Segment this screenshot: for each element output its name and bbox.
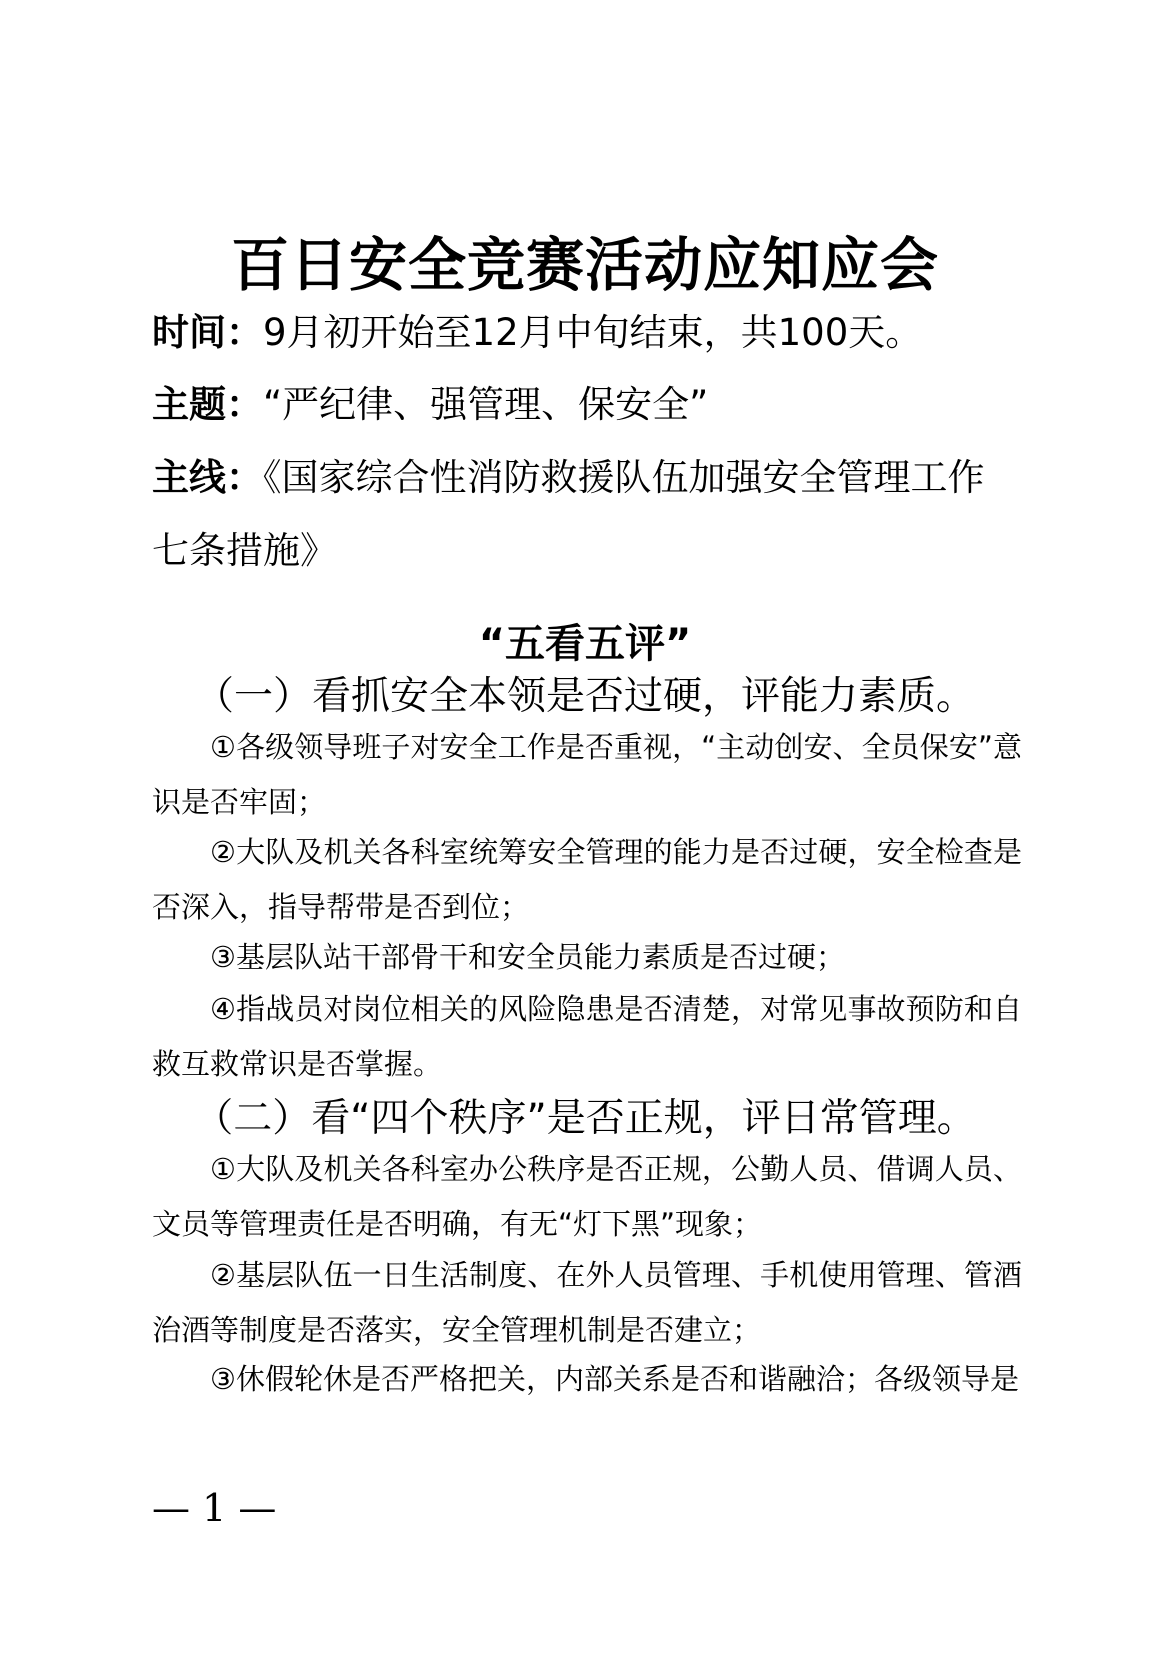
section-subtitle: “五看五评” bbox=[478, 621, 692, 667]
section-2-item-2: ②基层队伍一日生活制度、在外人员管理、手机使用管理、管酒治酒等制度是否落实，安全管理机制是否建立； bbox=[152, 1258, 1022, 1347]
page-number: — 1 — bbox=[152, 1486, 277, 1530]
theme-line bbox=[152, 374, 708, 428]
mainline-line bbox=[152, 447, 985, 501]
section-1-item-3: ③基层队站干部骨干和安全员能力素质是否过硬； bbox=[210, 940, 845, 974]
time-label: 时间： bbox=[152, 311, 263, 354]
mainline-label: 主线： bbox=[152, 456, 263, 499]
section-heading-2: （二）看“四个秩序”是否正规，评日常管理。 bbox=[194, 1096, 976, 1141]
mainline-value: 《国家综合性消防救援队伍加强安全管理工作 bbox=[263, 456, 985, 499]
document-title: 百日安全竞赛活动应知应会 bbox=[230, 231, 939, 299]
section-heading-1: （一）看抓安全本领是否过硬，评能力素质。 bbox=[194, 674, 975, 719]
mainline-continuation: 七条措施》 bbox=[152, 529, 337, 572]
time-value: 9月初开始至12月中旬结束，共100天。 bbox=[263, 311, 923, 354]
section-1-item-1: ①各级领导班子对安全工作是否重视，“主动创安、全员保安”意识是否牢固； bbox=[152, 730, 1022, 819]
time-line bbox=[152, 302, 922, 356]
section-1-item-2: ②大队及机关各科室统筹安全管理的能力是否过硬，安全检查是否深入，指导帮带是否到位； bbox=[152, 835, 1022, 924]
section-1-item-4: ④指战员对岗位相关的风险隐患是否清楚，对常见事故预防和自救互救常识是否掌握。 bbox=[152, 992, 1022, 1081]
section-2-item-3: ③休假轮休是否严格把关，内部关系是否和谐融洽；各级领导是 bbox=[210, 1362, 1019, 1396]
section-2-item-1: ①大队及机关各科室办公秩序是否正规，公勤人员、借调人员、文员等管理责任是否明确，有无“灯下黑”现象； bbox=[152, 1152, 1022, 1241]
theme-value: “严纪律、强管理、保安全” bbox=[263, 383, 709, 426]
theme-label: 主题： bbox=[152, 383, 263, 426]
